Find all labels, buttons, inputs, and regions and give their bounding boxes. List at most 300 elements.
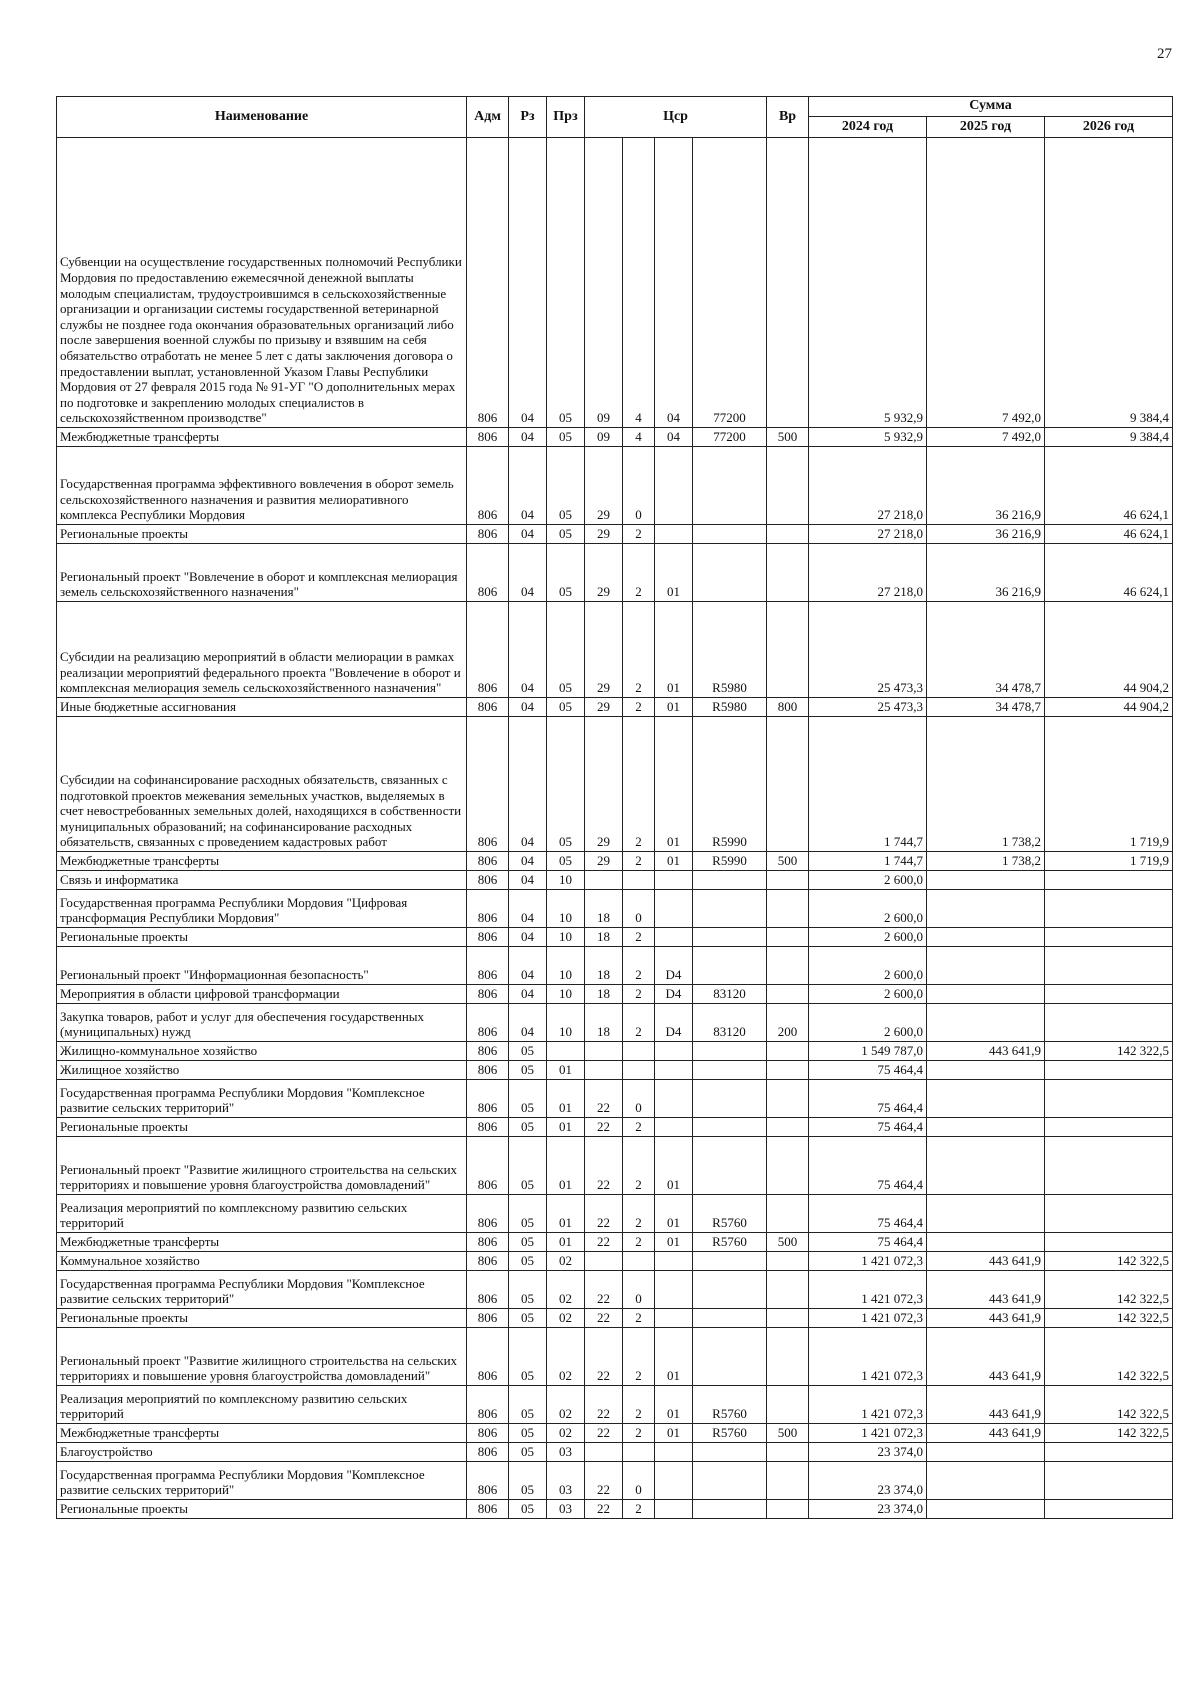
cell-name: Региональный проект "Информационная безопасность": [57, 947, 467, 985]
table-row: [57, 1042, 1173, 1061]
cell-sum-2024: 27 218,0: [809, 525, 927, 544]
cell-csr-type: [623, 1443, 655, 1462]
cell-csr-type: 2: [623, 852, 655, 871]
cell-adm: 806: [467, 1233, 509, 1252]
cell-sum-2025: [927, 1080, 1045, 1118]
cell-csr-program: 29: [585, 525, 623, 544]
cell-csr-program: 22: [585, 1233, 623, 1252]
cell-csr-program: 29: [585, 852, 623, 871]
cell-rz: 05: [509, 1042, 547, 1061]
cell-sum-2026: [1045, 1137, 1173, 1195]
cell-csr-project: 01: [655, 1195, 693, 1233]
cell-sum-2024: 1 421 072,3: [809, 1386, 927, 1424]
cell-sum-2025: [927, 1195, 1045, 1233]
cell-vr: [767, 447, 809, 525]
table-row: [57, 890, 1173, 928]
cell-sum-2025: [927, 1061, 1045, 1080]
header-vr: Вр: [767, 97, 809, 138]
cell-name: Реализация мероприятий по комплексному развитию сельских территорий: [57, 1195, 467, 1233]
cell-csr-project: 01: [655, 1424, 693, 1443]
cell-vr: [767, 1443, 809, 1462]
table-row: [57, 1061, 1173, 1080]
cell-csr-program: 18: [585, 1004, 623, 1042]
cell-csr-program: 22: [585, 1271, 623, 1309]
cell-adm: 806: [467, 1195, 509, 1233]
cell-sum-2025: [927, 1118, 1045, 1137]
table-row: [57, 544, 1173, 602]
cell-csr-type: [623, 1042, 655, 1061]
cell-csr-direction: R5980: [693, 698, 767, 717]
cell-name: Государственная программа Республики Мордовия "Цифровая трансформация Республики Мордовия": [57, 890, 467, 928]
cell-csr-program: 22: [585, 1309, 623, 1328]
table-row: [57, 1195, 1173, 1233]
cell-rz: 04: [509, 602, 547, 698]
cell-rz: 04: [509, 717, 547, 852]
cell-csr-project: [655, 447, 693, 525]
cell-vr: [767, 138, 809, 428]
cell-csr-program: 09: [585, 138, 623, 428]
cell-sum-2026: 1 719,9: [1045, 717, 1173, 852]
cell-csr-project: [655, 1118, 693, 1137]
cell-csr-program: [585, 1061, 623, 1080]
cell-name: Государственная программа эффективного вовлечения в оборот земель сельскохозяйственного назначения и развития мелиоративного комплекса Республики Мордовия: [57, 447, 467, 525]
cell-name: Реализация мероприятий по комплексному развитию сельских территорий: [57, 1386, 467, 1424]
cell-sum-2024: 1 744,7: [809, 852, 927, 871]
cell-sum-2024: 2 600,0: [809, 985, 927, 1004]
cell-adm: 806: [467, 871, 509, 890]
cell-sum-2024: 25 473,3: [809, 602, 927, 698]
cell-prz: 05: [547, 525, 585, 544]
cell-sum-2026: 9 384,4: [1045, 428, 1173, 447]
cell-name: Региональный проект "Вовлечение в оборот и комплексная мелиорация земель сельскохозяйственного назначения": [57, 544, 467, 602]
cell-adm: 806: [467, 1004, 509, 1042]
cell-sum-2025: 443 641,9: [927, 1424, 1045, 1443]
cell-csr-project: [655, 1042, 693, 1061]
header-prz: Прз: [547, 97, 585, 138]
cell-csr-program: 22: [585, 1195, 623, 1233]
cell-sum-2025: [927, 1500, 1045, 1519]
cell-name: Государственная программа Республики Мордовия "Комплексное развитие сельских территорий": [57, 1080, 467, 1118]
cell-sum-2026: [1045, 890, 1173, 928]
cell-prz: 10: [547, 928, 585, 947]
table-row: [57, 985, 1173, 1004]
cell-sum-2024: 2 600,0: [809, 1004, 927, 1042]
cell-prz: 03: [547, 1500, 585, 1519]
table-row: [57, 1328, 1173, 1386]
cell-csr-direction: [693, 1500, 767, 1519]
cell-csr-program: 22: [585, 1328, 623, 1386]
cell-adm: 806: [467, 138, 509, 428]
cell-name: Региональный проект "Развитие жилищного строительства на сельских территориях и повышение уровня благоустройства домовладений": [57, 1137, 467, 1195]
cell-sum-2026: 142 322,5: [1045, 1042, 1173, 1061]
cell-vr: [767, 1061, 809, 1080]
cell-sum-2025: 443 641,9: [927, 1386, 1045, 1424]
cell-sum-2025: 36 216,9: [927, 525, 1045, 544]
table-row: [57, 1271, 1173, 1309]
table-row: [57, 717, 1173, 852]
cell-csr-program: 18: [585, 947, 623, 985]
cell-rz: 04: [509, 871, 547, 890]
cell-prz: 05: [547, 544, 585, 602]
cell-sum-2025: 443 641,9: [927, 1271, 1045, 1309]
cell-sum-2026: 44 904,2: [1045, 698, 1173, 717]
cell-csr-project: [655, 1271, 693, 1309]
cell-sum-2025: 1 738,2: [927, 717, 1045, 852]
cell-vr: 200: [767, 1004, 809, 1042]
cell-sum-2025: 7 492,0: [927, 138, 1045, 428]
cell-csr-direction: [693, 890, 767, 928]
cell-csr-program: [585, 1443, 623, 1462]
cell-rz: 05: [509, 1080, 547, 1118]
budget-table: [56, 96, 1173, 1519]
cell-sum-2026: 142 322,5: [1045, 1271, 1173, 1309]
cell-sum-2025: 443 641,9: [927, 1309, 1045, 1328]
cell-sum-2024: 2 600,0: [809, 928, 927, 947]
cell-prz: 01: [547, 1118, 585, 1137]
cell-sum-2024: 27 218,0: [809, 544, 927, 602]
cell-rz: 05: [509, 1309, 547, 1328]
cell-sum-2024: 75 464,4: [809, 1080, 927, 1118]
cell-csr-type: [623, 871, 655, 890]
cell-rz: 04: [509, 698, 547, 717]
header-year-2024: 2024 год: [809, 117, 927, 138]
cell-csr-type: 2: [623, 947, 655, 985]
cell-csr-project: [655, 1500, 693, 1519]
cell-rz: 04: [509, 947, 547, 985]
cell-csr-program: 22: [585, 1386, 623, 1424]
cell-name: Межбюджетные трансферты: [57, 1233, 467, 1252]
table-row: [57, 1004, 1173, 1042]
cell-csr-project: 01: [655, 717, 693, 852]
cell-sum-2025: [927, 1137, 1045, 1195]
cell-sum-2025: 443 641,9: [927, 1328, 1045, 1386]
cell-prz: 10: [547, 890, 585, 928]
cell-vr: [767, 1252, 809, 1271]
cell-csr-type: 4: [623, 428, 655, 447]
cell-sum-2026: 46 624,1: [1045, 447, 1173, 525]
cell-csr-direction: 83120: [693, 1004, 767, 1042]
cell-vr: [767, 602, 809, 698]
cell-sum-2024: 75 464,4: [809, 1233, 927, 1252]
cell-prz: 02: [547, 1386, 585, 1424]
cell-sum-2025: 36 216,9: [927, 447, 1045, 525]
cell-adm: 806: [467, 1328, 509, 1386]
cell-csr-direction: [693, 1061, 767, 1080]
cell-prz: 05: [547, 138, 585, 428]
cell-rz: 05: [509, 1386, 547, 1424]
cell-rz: 04: [509, 428, 547, 447]
cell-vr: [767, 1462, 809, 1500]
cell-name: Межбюджетные трансферты: [57, 1424, 467, 1443]
table-row: [57, 1386, 1173, 1424]
cell-rz: 05: [509, 1500, 547, 1519]
cell-name: Жилищное хозяйство: [57, 1061, 467, 1080]
cell-sum-2024: 2 600,0: [809, 871, 927, 890]
cell-csr-program: 09: [585, 428, 623, 447]
cell-csr-program: 29: [585, 544, 623, 602]
cell-prz: 05: [547, 717, 585, 852]
cell-csr-direction: [693, 1118, 767, 1137]
cell-csr-direction: [693, 1137, 767, 1195]
cell-prz: 10: [547, 871, 585, 890]
cell-sum-2026: 142 322,5: [1045, 1386, 1173, 1424]
cell-name: Субвенции на осуществление государственных полномочий Республики Мордовия по предоставлению ежемесячной денежной выплаты молодым специалистам, трудоустроившимся в сельскохозяйственные организации и организации системы государственной ветеринарной службы не позднее года окончания образовательных организаций либо после завершения военной службы по призыву и взявшим на себя обязательство отработать не менее 5 лет с даты заключения договора о предоставлении выплат, установленной Указом Главы Республики Мордовия от 27 февраля 2015 года № 91-УГ "О дополнительных мерах по подготовке и закреплению молодых специалистов в сельскохозяйственном производстве": [57, 138, 467, 428]
cell-vr: [767, 544, 809, 602]
cell-sum-2026: [1045, 1195, 1173, 1233]
cell-csr-project: 01: [655, 1328, 693, 1386]
cell-csr-type: 4: [623, 138, 655, 428]
table-row: [57, 928, 1173, 947]
cell-csr-program: 22: [585, 1424, 623, 1443]
cell-csr-type: 0: [623, 1271, 655, 1309]
cell-rz: 05: [509, 1271, 547, 1309]
cell-csr-project: 01: [655, 1137, 693, 1195]
cell-sum-2024: 5 932,9: [809, 428, 927, 447]
cell-sum-2026: 46 624,1: [1045, 525, 1173, 544]
cell-rz: 04: [509, 1004, 547, 1042]
cell-prz: 05: [547, 852, 585, 871]
cell-csr-direction: [693, 544, 767, 602]
cell-sum-2026: 9 384,4: [1045, 138, 1173, 428]
cell-csr-program: 29: [585, 717, 623, 852]
cell-csr-program: [585, 1252, 623, 1271]
cell-csr-direction: 83120: [693, 985, 767, 1004]
cell-sum-2025: 443 641,9: [927, 1252, 1045, 1271]
cell-sum-2025: [927, 947, 1045, 985]
cell-vr: 500: [767, 852, 809, 871]
cell-adm: 806: [467, 1252, 509, 1271]
cell-sum-2024: 1 744,7: [809, 717, 927, 852]
cell-csr-direction: 77200: [693, 138, 767, 428]
cell-sum-2024: 1 421 072,3: [809, 1271, 927, 1309]
cell-sum-2026: [1045, 1080, 1173, 1118]
cell-vr: [767, 1500, 809, 1519]
table-row: [57, 1424, 1173, 1443]
cell-vr: [767, 928, 809, 947]
cell-csr-type: 2: [623, 698, 655, 717]
cell-adm: 806: [467, 928, 509, 947]
cell-csr-program: 22: [585, 1500, 623, 1519]
cell-vr: 500: [767, 428, 809, 447]
cell-csr-project: D4: [655, 1004, 693, 1042]
header-rz: Рз: [509, 97, 547, 138]
table-row: [57, 1137, 1173, 1195]
cell-vr: [767, 1080, 809, 1118]
cell-adm: 806: [467, 852, 509, 871]
cell-csr-type: [623, 1061, 655, 1080]
header-adm: Адм: [467, 97, 509, 138]
table-body: [57, 138, 1173, 1519]
cell-csr-type: 2: [623, 544, 655, 602]
cell-rz: 05: [509, 1462, 547, 1500]
cell-csr-program: 29: [585, 698, 623, 717]
cell-sum-2024: 25 473,3: [809, 698, 927, 717]
cell-csr-type: 2: [623, 602, 655, 698]
table-row: [57, 1233, 1173, 1252]
cell-sum-2025: 34 478,7: [927, 602, 1045, 698]
cell-csr-type: 2: [623, 1233, 655, 1252]
cell-adm: 806: [467, 1118, 509, 1137]
cell-rz: 05: [509, 1195, 547, 1233]
cell-prz: 05: [547, 428, 585, 447]
header-csr: Цср: [585, 97, 767, 138]
cell-prz: 02: [547, 1271, 585, 1309]
cell-vr: [767, 1271, 809, 1309]
cell-vr: 500: [767, 1424, 809, 1443]
cell-sum-2025: 36 216,9: [927, 544, 1045, 602]
cell-prz: 05: [547, 602, 585, 698]
header-name: Наименование: [57, 97, 467, 138]
cell-adm: 806: [467, 717, 509, 852]
cell-sum-2025: 7 492,0: [927, 428, 1045, 447]
cell-prz: 02: [547, 1309, 585, 1328]
cell-sum-2025: [927, 871, 1045, 890]
cell-sum-2026: [1045, 928, 1173, 947]
cell-prz: 02: [547, 1252, 585, 1271]
cell-sum-2024: 1 421 072,3: [809, 1309, 927, 1328]
cell-sum-2024: 1 421 072,3: [809, 1252, 927, 1271]
cell-sum-2026: 142 322,5: [1045, 1328, 1173, 1386]
cell-csr-program: 29: [585, 447, 623, 525]
cell-csr-direction: R5990: [693, 852, 767, 871]
cell-prz: 01: [547, 1137, 585, 1195]
cell-csr-program: 22: [585, 1137, 623, 1195]
cell-csr-project: 01: [655, 602, 693, 698]
cell-csr-type: 2: [623, 1386, 655, 1424]
cell-adm: 806: [467, 1424, 509, 1443]
cell-csr-project: 01: [655, 1386, 693, 1424]
cell-name: Региональный проект "Развитие жилищного строительства на сельских территориях и повышение уровня благоустройства домовладений": [57, 1328, 467, 1386]
cell-csr-type: 2: [623, 717, 655, 852]
cell-csr-project: [655, 1462, 693, 1500]
cell-adm: 806: [467, 1080, 509, 1118]
cell-adm: 806: [467, 602, 509, 698]
table-row: [57, 428, 1173, 447]
cell-prz: 01: [547, 1061, 585, 1080]
cell-csr-program: 18: [585, 985, 623, 1004]
cell-csr-direction: [693, 1309, 767, 1328]
cell-adm: 806: [467, 1462, 509, 1500]
cell-vr: 500: [767, 1233, 809, 1252]
cell-vr: 800: [767, 698, 809, 717]
cell-prz: 02: [547, 1424, 585, 1443]
cell-adm: 806: [467, 1061, 509, 1080]
cell-csr-type: 2: [623, 525, 655, 544]
cell-vr: [767, 985, 809, 1004]
cell-adm: 806: [467, 525, 509, 544]
cell-vr: [767, 1195, 809, 1233]
cell-name: Региональные проекты: [57, 928, 467, 947]
cell-rz: 05: [509, 1443, 547, 1462]
cell-sum-2024: 75 464,4: [809, 1118, 927, 1137]
cell-csr-type: 2: [623, 1424, 655, 1443]
cell-vr: [767, 525, 809, 544]
cell-sum-2026: [1045, 1233, 1173, 1252]
cell-rz: 05: [509, 1061, 547, 1080]
cell-sum-2024: 2 600,0: [809, 947, 927, 985]
cell-adm: 806: [467, 890, 509, 928]
cell-rz: 05: [509, 1328, 547, 1386]
cell-csr-project: 01: [655, 1233, 693, 1252]
cell-name: Коммунальное хозяйство: [57, 1252, 467, 1271]
table-row: [57, 1462, 1173, 1500]
cell-csr-program: [585, 1042, 623, 1061]
cell-rz: 04: [509, 928, 547, 947]
cell-csr-type: 2: [623, 1195, 655, 1233]
cell-prz: 01: [547, 1233, 585, 1252]
table-row: [57, 1500, 1173, 1519]
cell-sum-2025: [927, 1004, 1045, 1042]
cell-csr-type: 2: [623, 985, 655, 1004]
cell-sum-2024: 23 374,0: [809, 1462, 927, 1500]
cell-csr-direction: R5980: [693, 602, 767, 698]
cell-adm: 806: [467, 698, 509, 717]
table-row: [57, 947, 1173, 985]
cell-vr: [767, 1386, 809, 1424]
cell-vr: [767, 1042, 809, 1061]
cell-name: Межбюджетные трансферты: [57, 852, 467, 871]
cell-sum-2025: 443 641,9: [927, 1042, 1045, 1061]
cell-sum-2024: 27 218,0: [809, 447, 927, 525]
cell-sum-2024: 2 600,0: [809, 890, 927, 928]
cell-csr-program: 22: [585, 1118, 623, 1137]
cell-prz: [547, 1042, 585, 1061]
table-row: [57, 1118, 1173, 1137]
cell-sum-2026: 142 322,5: [1045, 1424, 1173, 1443]
cell-name: Субсидии на софинансирование расходных обязательств, связанных с подготовкой проектов межевания земельных участков, выделяемых в счет невостребованных земельных долей, находящихся в собственности муниципальных образований; на софинансирование расходных обязательств, связанных с проведением кадастровых работ: [57, 717, 467, 852]
cell-name: Благоустройство: [57, 1443, 467, 1462]
page-number: 27: [1157, 46, 1172, 62]
cell-rz: 04: [509, 525, 547, 544]
cell-sum-2026: [1045, 985, 1173, 1004]
cell-name: Субсидии на реализацию мероприятий в области мелиорации в рамках реализации мероприятий федерального проекта "Вовлечение в оборот и комплексная мелиорация земель сельскохозяйственного назначения": [57, 602, 467, 698]
cell-vr: [767, 717, 809, 852]
cell-sum-2026: [1045, 947, 1173, 985]
cell-rz: 05: [509, 1233, 547, 1252]
cell-rz: 04: [509, 447, 547, 525]
cell-csr-project: [655, 1061, 693, 1080]
cell-adm: 806: [467, 447, 509, 525]
cell-vr: [767, 1118, 809, 1137]
cell-sum-2026: 1 719,9: [1045, 852, 1173, 871]
cell-rz: 04: [509, 890, 547, 928]
cell-csr-type: 2: [623, 1137, 655, 1195]
cell-csr-type: 2: [623, 1328, 655, 1386]
cell-csr-project: 04: [655, 428, 693, 447]
cell-csr-direction: R5990: [693, 717, 767, 852]
cell-sum-2024: 5 932,9: [809, 138, 927, 428]
cell-sum-2024: 1 421 072,3: [809, 1328, 927, 1386]
cell-csr-direction: [693, 447, 767, 525]
cell-sum-2025: 1 738,2: [927, 852, 1045, 871]
cell-sum-2024: 75 464,4: [809, 1195, 927, 1233]
cell-sum-2024: 75 464,4: [809, 1137, 927, 1195]
cell-prz: 02: [547, 1328, 585, 1386]
cell-csr-project: D4: [655, 947, 693, 985]
cell-csr-type: 0: [623, 1080, 655, 1118]
table-row: [57, 1309, 1173, 1328]
table-row: [57, 138, 1173, 428]
cell-vr: [767, 1309, 809, 1328]
cell-sum-2025: [927, 890, 1045, 928]
cell-name: Региональные проекты: [57, 1309, 467, 1328]
cell-csr-type: 0: [623, 447, 655, 525]
cell-sum-2024: 23 374,0: [809, 1500, 927, 1519]
cell-csr-project: [655, 1443, 693, 1462]
cell-csr-program: [585, 871, 623, 890]
cell-csr-project: [655, 871, 693, 890]
cell-csr-project: [655, 1252, 693, 1271]
